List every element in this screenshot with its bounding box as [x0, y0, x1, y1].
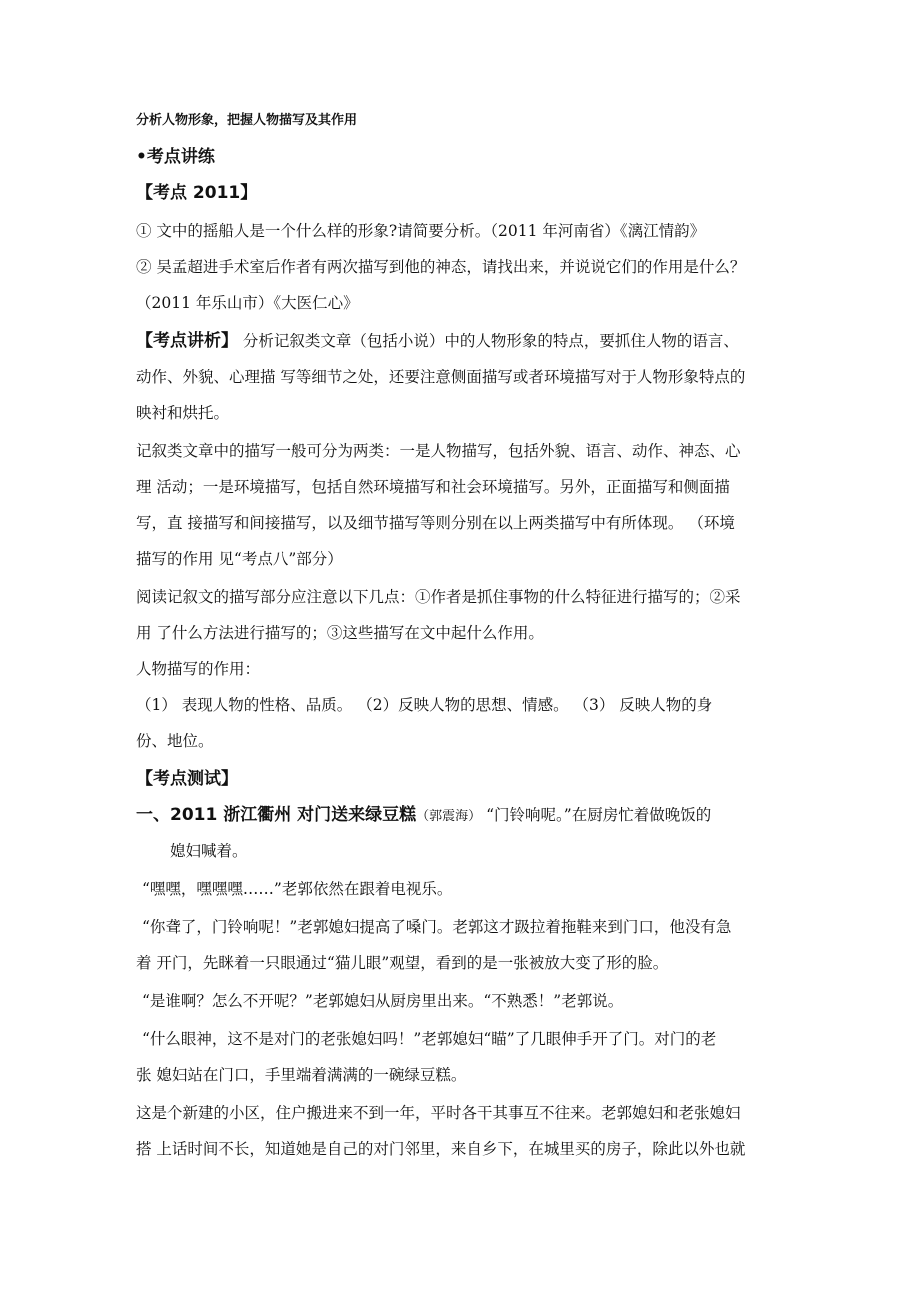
para-3-line-1: 阅读记叙文的描写部分应注意以下几点：①作者是抓住事物的什么特征进行描写的；②采: [136, 588, 741, 606]
story-para-4-line-2: 张 媳妇站在门口，手里端着满满的一碗绿豆糕。: [136, 1066, 467, 1084]
para-3-line-2: 用 了什么方法进行描写的；③这些描写在文中起什么作用。: [136, 624, 544, 642]
story-para-4-line-1: “什么眼神，这不是对门的老张媳妇吗！”老郭媳妇“瞄”了几眼伸手开了门。对门的老: [142, 1030, 717, 1048]
para-2-line-3: 写，直 接描写和间接描写，以及细节描写等则分别在以上两类描写中有所体现。 （环境: [136, 514, 735, 532]
question-2-line-2: （2011 年乐山市）《大医仁心》: [136, 294, 359, 312]
story-para-5-line-2: 搭 上话时间不长，知道她是自己的对门邻里，来自乡下，在城里买的房子，除此以外也就: [136, 1140, 746, 1158]
story-heading-line: [136, 804, 711, 828]
question-2-line-1: ② 吴孟超进手术室后作者有两次描写到他的神态，请找出来，并说说它们的作用是什么？: [136, 258, 746, 276]
exam-point-label: 【考点 2011】: [136, 183, 258, 203]
question-1: ① 文中的摇船人是一个什么样的形象?请简要分析。（2011 年河南省）《漓江情韵》: [136, 222, 706, 240]
story-intro-line-2: 媳妇喊着。: [170, 842, 248, 860]
story-author: （郭震海）: [416, 809, 482, 824]
explain-line-2: 动作、外貌、心理描 写等细节之处，还要注意侧面描写或者环境描写对于人物形象特点的: [136, 368, 746, 386]
story-para-2-line-2: 着 开门，先眯着一只眼通过“猫儿眼”观望，看到的是一张被放大变了形的脸。: [136, 954, 669, 972]
story-para-3: “是谁啊？怎么不开呢？”老郭媳妇从厨房里出来。“不熟悉！”老郭说。: [142, 992, 624, 1010]
explain-text: 分析记叙类文章（包括小说）中的人物形象的特点，要抓住人物的语言、: [238, 332, 739, 350]
functions-line-1: （1） 表现人物的性格、品质。 （2）反映人物的思想、情感。 （3） 反映人物的身: [136, 696, 713, 714]
explain-line-1: [136, 330, 739, 352]
story-intro: “门铃响呢。”在厨房忙着做晚饭的: [481, 806, 712, 824]
story-heading: 一、2011 浙江衢州 对门送来绿豆糕: [136, 805, 417, 825]
functions-line-2: 份、地位。: [136, 732, 214, 750]
para-2-line-2: 理 活动；一是环境描写，包括自然环境描写和社会环境描写。另外，正面描写和侧面描: [136, 478, 730, 496]
story-para-1: “嘿嘿，嘿嘿嘿……”老郭依然在跟着电视乐。: [142, 880, 453, 898]
story-para-2-line-1: “你聋了，门铃响呢！”老郭媳妇提高了嗓门。老郭这才趿拉着拖鞋来到门口，他没有急: [142, 918, 732, 936]
explain-line-3: 映衬和烘托。: [136, 404, 230, 422]
para-4: 人物描写的作用：: [136, 660, 261, 678]
story-para-5-line-1: 这是个新建的小区，住户搬进来不到一年，平时各干其事互不往来。老郭媳妇和老张媳妇: [136, 1104, 741, 1122]
test-label: 【考点测试】: [136, 769, 238, 789]
doc-subtitle: 分析人物形象，把握人物描写及其作用: [136, 113, 358, 128]
section-heading: •考点讲练: [136, 147, 215, 167]
explain-label: 【考点讲析】: [136, 331, 238, 351]
para-2-line-1: 记叙类文章中的描写一般可分为两类：一是人物描写，包括外貌、语言、动作、神态、心: [136, 442, 741, 460]
para-2-line-4: 描写的作用 见“考点八”部分）: [136, 550, 343, 568]
